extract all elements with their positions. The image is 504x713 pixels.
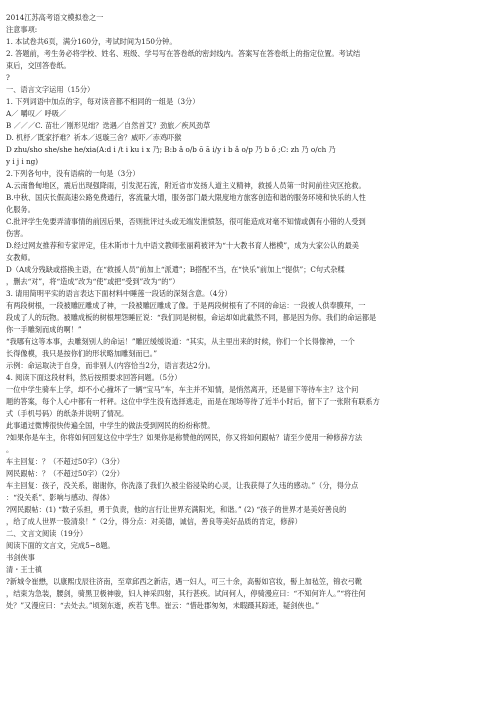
question-line: 1. 下列词语中加点的字，每对读音都不相同的一组是（3分） <box>6 97 200 106</box>
text-line: “我哪有这等本事，去雕刻别人的命运！”雕匠缓缓说道：“其实，从主里出来的时候，你们一个长得像神，一个 <box>6 337 355 346</box>
text-line: 式（手机号码）的纸条并说明了情况。 <box>6 409 129 418</box>
answer-line: ，给了成人世界一股清泉！”（2分，得分点：对美德，诚信，善良等美好品质的肯定，修辞） <box>6 517 302 526</box>
option-line: 化服务。 <box>6 205 35 214</box>
section-heading: 一、语言文字运用（15分） <box>6 85 95 94</box>
text-line: 车主回复：？（不超过50字）（3分） <box>6 457 124 466</box>
text-line: 题的答案，每个人心中都有一杆秤。这位中学生没有选择逃走，而是在现场等待了近半小时后，留下了一张附有联系方 <box>6 397 380 406</box>
passage-line: ?新城令崔懋，以康熙戊辰往济南，至章邱西之新店，遇一妇人，可三十余，高髻如宫妆，髻上加毡笠，锦衣弓靴 <box>6 577 363 586</box>
text-line: 你一手雕刻而成的啊！” <box>6 325 82 334</box>
text-line: 一位中学生骑车上学，却不小心撞坏了一辆“宝马”车，车主并不知情，是悄然离开，还是留下等待车主？这个问 <box>6 385 359 394</box>
text-line: 1. 本试卷共6页，满分160分，考试时间为150分钟。 <box>6 37 177 46</box>
passage-author: 清・王士禛 <box>6 565 42 574</box>
text-line: 长得像模，我只是按你们的形状略加雕刻而已。” <box>6 349 158 358</box>
text-line: ? <box>6 73 10 82</box>
option-line: C.批评学生免要弄清事情的前因后果，否则批评过头或无端发泄愤怒，很可能造成对毫不知情或偶有小错的人受到 <box>6 217 366 226</box>
text-line: 网民跟帖：？（不超过50字）（2分） <box>6 469 124 478</box>
answer-line: D（A成分残缺或搭换主语，在“救援人员”前加上“派遣”；B搭配不当，在“快乐”前加上“提供”；C句式杂糅 <box>6 265 345 274</box>
question-line: 2.下列各句中，没有语病的一句是（3分） <box>6 169 140 178</box>
answer-line: ?网民跟帖：(1) “数子乐担，勇于负责，他的言行让世界充满阳光，和谐。” (2) “孩子的世界才是美好善良的 <box>6 505 347 514</box>
option-line: 伤害。 <box>6 229 28 238</box>
answer-line: 示例：命运取决于自身，而非别人(内容恰当2分，语言表达2分)。 <box>6 361 215 370</box>
section-heading: 二、文言文阅读（19分） <box>6 529 88 538</box>
text-line: 段成了人的玩物。被雕成板的树根埋怨睡匠说：“我们同是树根，命运却如此截然不同，都是因为你。我们的命运都是 <box>6 313 377 322</box>
option-line: 女教师。 <box>6 253 35 262</box>
text-line: 阅读下面的文言文，完成5~8题。 <box>6 541 115 550</box>
text-line: 有两段树根，一段被雕匠雕成了神，一段被雕匠雕成了像。于是两段树根有了不同的命运：一段被人供奉膜拜，一 <box>6 301 366 310</box>
option-line: D.经过网友推荐和专家评定，佳木斯市十九中语文教师张丽莉被评为“十大教书育人楷模”，成为大家公认的最美 <box>6 241 359 250</box>
option-line: B ／／／C. 苗壮／刚形见绌？迭遇／自然首艾？劲旅／疾风劲草 <box>6 121 211 130</box>
option-line: A.云南鲁甸地区，震后出现强降雨，引发泥石流，附近省市发扬人道主义精神，救援人员第一时间前往灾区抢救。 <box>6 181 366 190</box>
option-line: D. 机杼／既家抒难？祈本／返璇三舍？威吓／赤鸡吓猴 <box>6 133 182 142</box>
document-title: 2014江苏高考语文模拟卷之一 <box>6 13 104 22</box>
answer-line: y i j i ng) <box>6 157 39 166</box>
text-line: 2. 答题前，考生务必将学校、姓名、班级、学号写在答卷纸的密封线内。答案写在答卷纸上的指定位置。考试结 <box>6 49 361 58</box>
answer-line: 车主回复：孩子，没关系，谢谢你，你洗涤了我们久被尘俗浸染的心灵，让我获得了久违的感动。”（分，得分点 <box>6 481 359 490</box>
text-line: ?如果你是车主，你将如何回复这位中学生？如果你是称赞他的网民，你又将如何跟帖？请至少使用一种修辞方法 <box>6 433 363 442</box>
option-line: B.中秋、国庆长假高速公路免费通行，客流量大增，服务部门最大限度地方旅客创造和谐的服务环境和快乐的人性 <box>6 193 366 202</box>
passage-title: 书剑侠事 <box>6 553 35 562</box>
question-line: 4. 阅读下面这段材料，然后按照要求回答问题。（5分） <box>6 373 182 382</box>
passage-line: ，结束为急装，腰剑，骑黑卫极神骏，妇人神采四射，其行甚疾。试问何人，停骑漫应曰：“不知何许人。”“将往何 <box>6 589 366 598</box>
answer-line: ：“没关系”、影响与感动、得体） <box>6 493 114 502</box>
answer-line: D zhu/sho she/she he/xia(A:d i /t i ku i x 乃; B:b ǎ o/b ō ā i/y i b ǎ o/p 乃 b ǒ ;C: zh 乃 o/ch 乃 <box>6 145 336 154</box>
text-line: 束后，交回答卷纸。 <box>6 61 71 70</box>
passage-line: 处？”又漫应曰：“去处去。”顷刻东逝，疾若飞隼。崔云：“惜赴郡匆匆，未暇蹑其踪迹，疑剑侠也。” <box>6 601 320 610</box>
answer-line: ，删去“对”，将“造成”改为“使”或把“受到”改为“的”） <box>6 277 180 286</box>
text-line: 此事通过微博很快传遍全国，中学生的做法受到网民的纷纷称赞。 <box>6 421 215 430</box>
text-line: 。 <box>6 445 14 454</box>
question-line: 3. 请用简明平实的语言表达下面材料中睡莲一段话的深刻含意。（4分） <box>6 289 232 298</box>
text-line: 注意事项: <box>6 25 38 34</box>
option-line: A／ 嚼叹／ 呼吸／ <box>6 109 67 118</box>
